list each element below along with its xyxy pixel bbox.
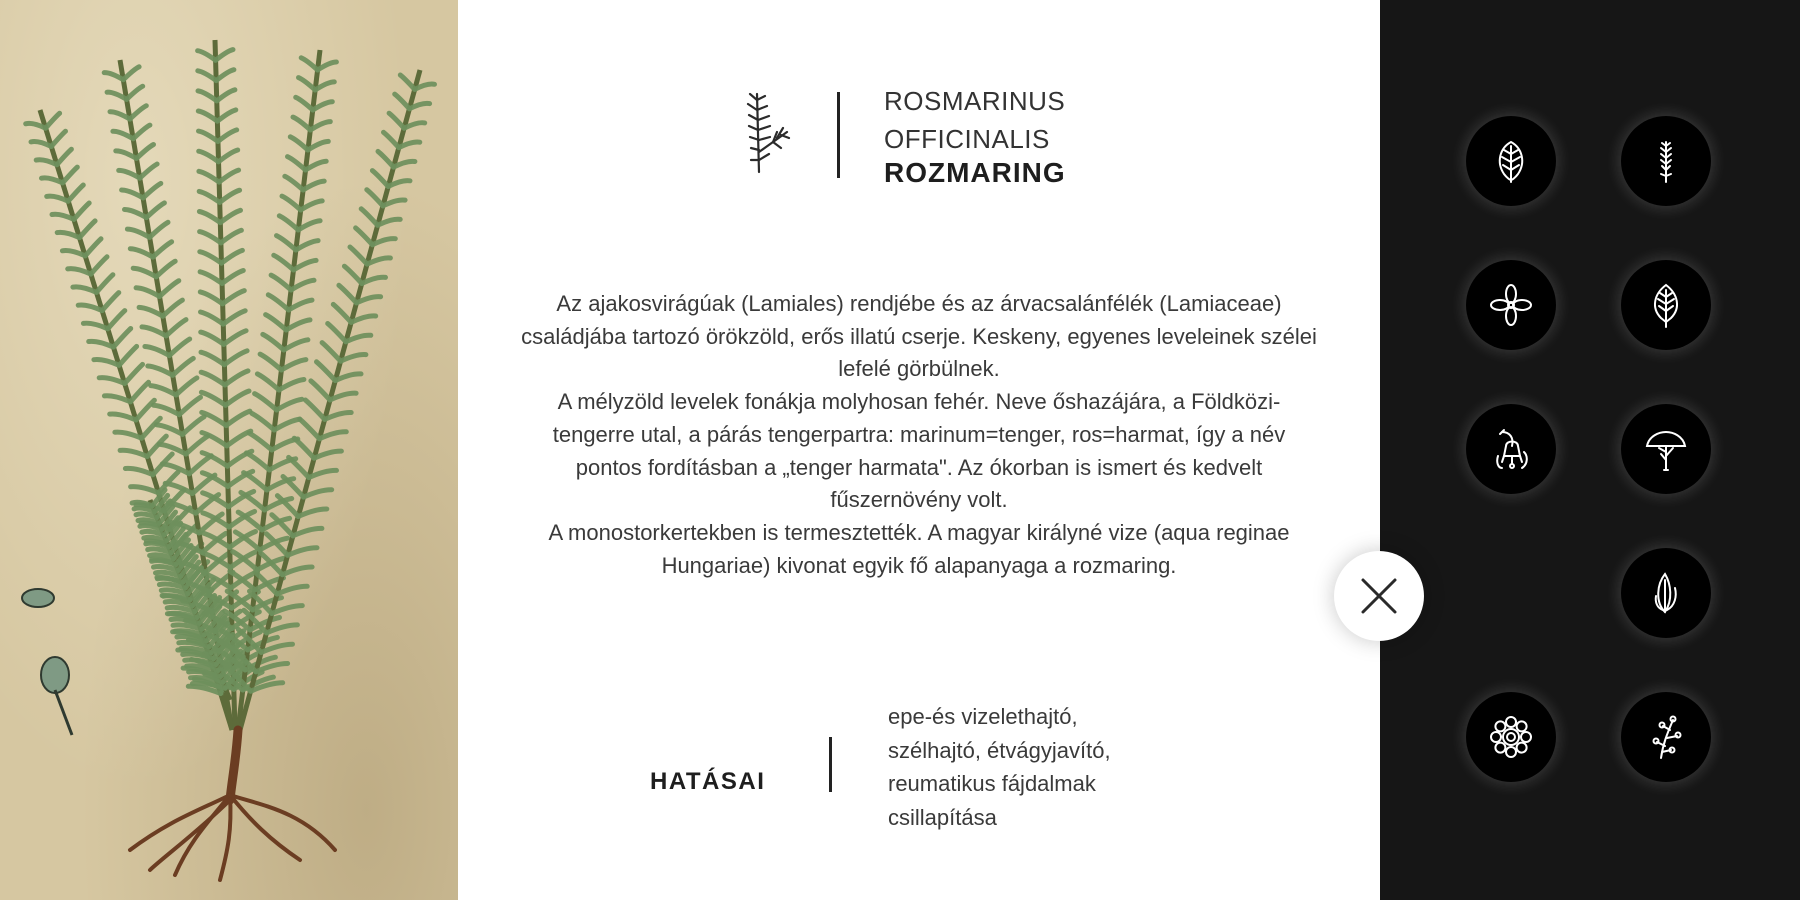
leaf-icon xyxy=(1488,138,1534,184)
latin-name xyxy=(884,82,1065,158)
thyme-sprig-icon-button[interactable] xyxy=(1621,692,1711,782)
bell-flower-icon-button[interactable] xyxy=(1466,404,1556,494)
sage-leaves-icon-button[interactable] xyxy=(1621,548,1711,638)
close-icon xyxy=(1359,576,1399,616)
plant-title: ROZMARING xyxy=(884,157,1066,188)
description-paragraph: A monostorkertekben is termesztették. A magyar királyné vize (aqua reginae Hungariae) kivonat egyik fő alapanyaga a rozmaring. xyxy=(548,519,1290,578)
effects-list xyxy=(888,700,1111,834)
broad-leaf-icon xyxy=(1643,282,1689,328)
close-button[interactable] xyxy=(1334,551,1424,641)
header-divider xyxy=(837,92,840,178)
sage-leaves-icon xyxy=(1643,570,1689,616)
four-petal-flower-icon xyxy=(1488,282,1534,328)
thyme-sprig-icon xyxy=(1643,714,1689,760)
effects-line: csillapítása xyxy=(888,804,997,830)
leaf-icon-button[interactable] xyxy=(1466,116,1556,206)
effects-label: HATÁSAI xyxy=(650,768,766,795)
plant-info-panel xyxy=(458,0,1380,900)
lavender-sprig-icon xyxy=(1643,138,1689,184)
lavender-sprig-icon-button[interactable] xyxy=(1621,116,1711,206)
rosemary-sprig-icon xyxy=(743,90,803,180)
four-petal-flower-icon-button[interactable] xyxy=(1466,260,1556,350)
plant-icon-panel xyxy=(1380,0,1800,900)
bell-flower-icon xyxy=(1488,426,1534,472)
effects-line: reumatikus fájdalmak xyxy=(888,771,1096,796)
latin-name-line-1: ROSMARINUS xyxy=(884,86,1066,116)
plant-illustration xyxy=(0,0,458,900)
effects-divider xyxy=(829,737,832,792)
plant-description xyxy=(518,288,1320,582)
latin-name-line-2: OFFICINALIS xyxy=(884,124,1050,154)
daisy-flower-icon-button[interactable] xyxy=(1466,692,1556,782)
tree-icon xyxy=(1643,426,1689,472)
effects-line: szélhajtó, étvágyjavító, xyxy=(888,737,1111,763)
description-paragraph: Az ajakosvirágúak (Lamiales) rendjébe és az árvacsalánfélék (Lamiaceae) családjába tartozó örökzöld, erős illatú cserje. Keskeny, egyenes leveleinek szélei lefelé görbülnek. xyxy=(521,291,1317,382)
effects-line: epe-és vizelethajtó, xyxy=(888,704,1078,729)
tree-icon-button[interactable] xyxy=(1621,404,1711,494)
rosemary-illustration-image xyxy=(0,0,458,900)
description-paragraph: A mélyzöld levelek fonákja molyhosan fehér. Neve őshazájára, a Földközi-tengerre utal, a párás tengerpartra: marinum=tenger, ros=harmat, így a név pontos fordításban a „tenger harmata". Az ókorban is ismert és kedvelt fűszernövény volt. xyxy=(552,389,1286,513)
daisy-flower-icon xyxy=(1488,714,1534,760)
broad-leaf-icon-button[interactable] xyxy=(1621,260,1711,350)
